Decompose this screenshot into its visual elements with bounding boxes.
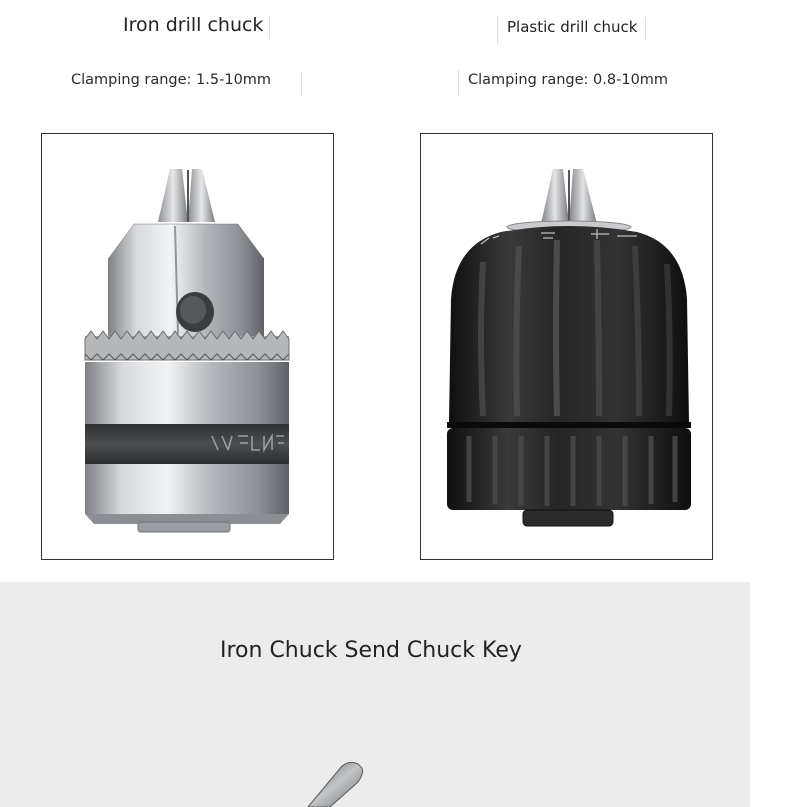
plastic-chuck-image-frame xyxy=(420,133,713,560)
accessory-title: Iron Chuck Send Chuck Key xyxy=(220,638,522,663)
divider xyxy=(301,72,302,96)
divider xyxy=(458,70,459,96)
iron-chuck-title: Iron drill chuck xyxy=(123,14,264,36)
accessory-panel xyxy=(0,582,750,807)
divider xyxy=(645,18,646,40)
plastic-drill-chuck-image xyxy=(421,134,712,559)
chuck-ring xyxy=(447,428,691,510)
plastic-chuck-clamping-range: Clamping range: 0.8-10mm xyxy=(468,72,669,88)
iron-drill-chuck-image xyxy=(42,134,333,559)
divider xyxy=(269,16,270,38)
chuck-jaw xyxy=(188,169,215,222)
gear-teeth xyxy=(85,331,289,360)
chuck-jaw xyxy=(541,169,569,224)
chuck-jaw xyxy=(569,169,597,224)
chuck-key-image xyxy=(290,758,380,807)
engraved-band xyxy=(85,424,289,464)
iron-chuck-clamping-range: Clamping range: 1.5-10mm xyxy=(71,72,272,88)
divider xyxy=(497,16,498,44)
plastic-chuck-title: Plastic drill chuck xyxy=(507,18,638,36)
iron-chuck-image-frame xyxy=(41,133,334,560)
chuck-jaw xyxy=(158,169,188,222)
